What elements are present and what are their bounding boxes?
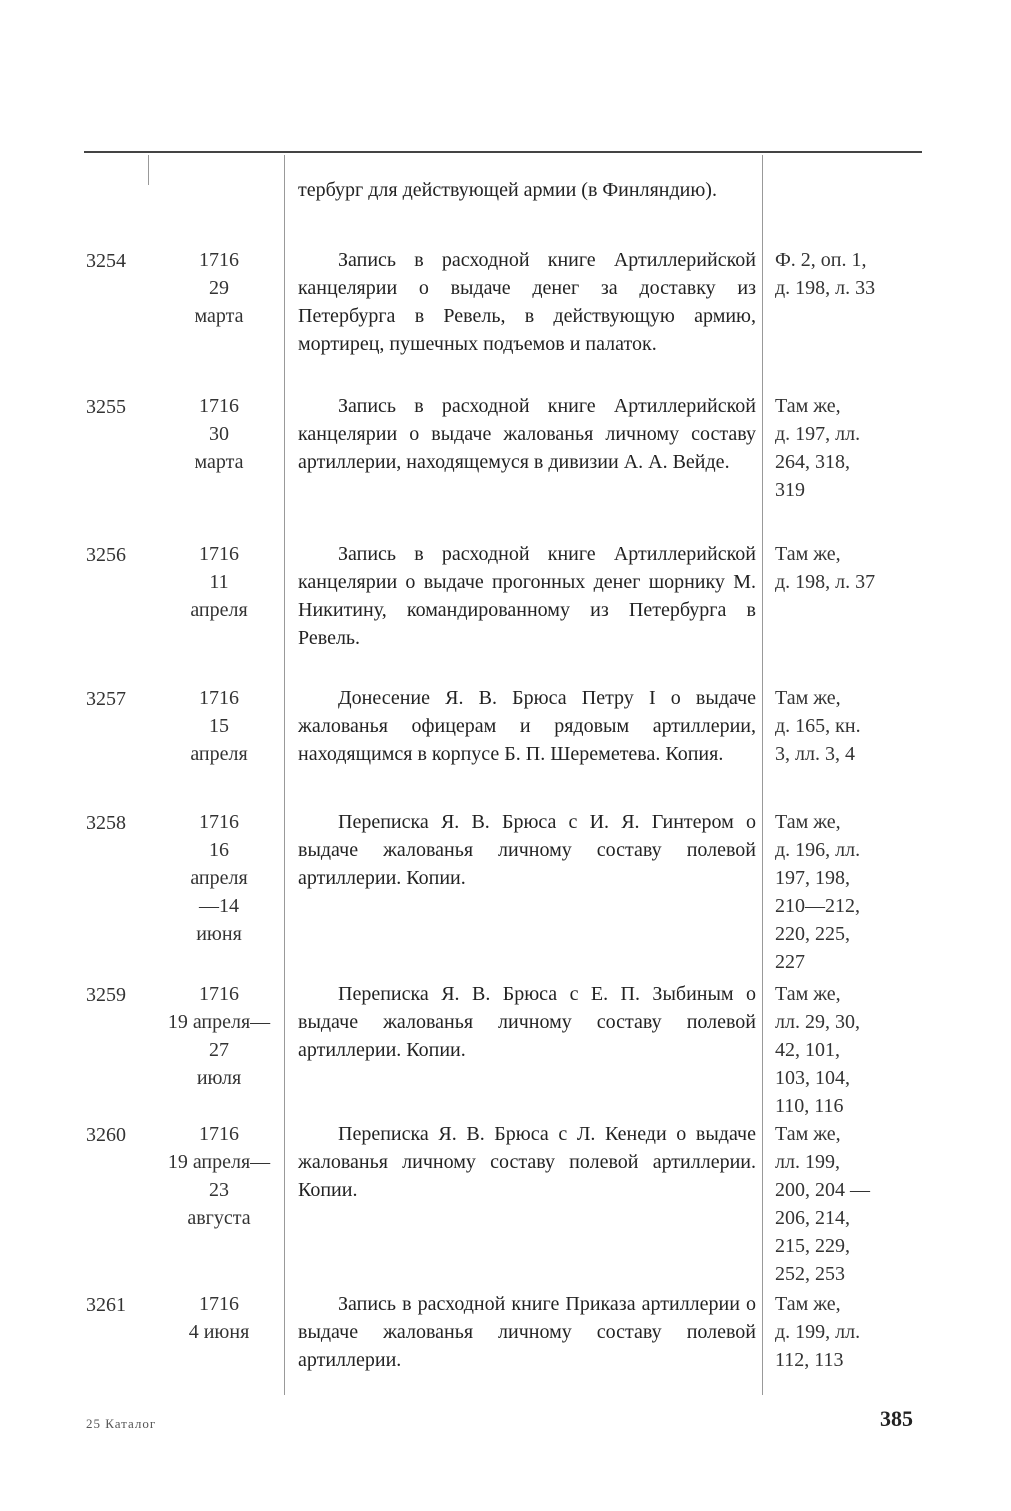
top-rule	[84, 151, 922, 153]
entry-reference: Ф. 2, оп. 1, д. 198, л. 33	[775, 249, 876, 299]
entry-number: 3258	[86, 812, 126, 834]
column-divider-3	[762, 155, 763, 1395]
entry-reference: Там же, д. 198, л. 37	[775, 543, 876, 593]
entry-reference: Там же, д. 196, лл. 197, 198, 210—212, 220, 225, 227	[775, 811, 861, 973]
entry-date: 1716 16 апреля —14 июня	[190, 811, 248, 945]
entry-date: 1716 4 июня	[188, 1293, 250, 1343]
entry-date: 1716 19 апреля—23 августа	[167, 1123, 271, 1229]
entry-reference: Там же, д. 197, лл. 264, 318, 319	[775, 395, 861, 501]
footer-signature: 25 Каталог	[86, 1416, 157, 1431]
entry-number: 3254	[86, 250, 126, 272]
entry-number: 3260	[86, 1124, 126, 1146]
column-divider-2	[284, 155, 285, 1395]
entry-reference: Там же, д. 165, кн. 3, лл. 3, 4	[775, 687, 861, 765]
entry-description: Переписка Я. В. Брюса с Е. П. Зыбиным о выдаче жалованья личному составу полевой артиллерии. Копии.	[298, 983, 756, 1061]
entry-date: 1716 15 апреля	[190, 687, 248, 765]
entry-date: 1716 30 марта	[194, 395, 244, 473]
entry-description: Донесение Я. В. Брюса Петру I о выдаче жалованья офицерам и рядовым артиллерии, находящимся в корпусе Б. П. Шереметева. Копия.	[298, 687, 756, 765]
entry-date: 1716 29 марта	[194, 249, 244, 327]
entry-description: Переписка Я. В. Брюса с И. Я. Гинтером о выдаче жалованья личному составу полевой артиллерии. Копии.	[298, 811, 756, 889]
entry-description: Переписка Я. В. Брюса с Л. Кенеди о выдаче жалованья личному составу полевой артиллерии. Копии.	[298, 1123, 756, 1201]
entry-reference: Там же, лл. 199, 200, 204 — 206, 214, 215, 229, 252, 253	[775, 1123, 870, 1285]
entry-date: 1716 11 апреля	[190, 543, 248, 621]
entry-number: 3256	[86, 544, 126, 566]
page-number: 385	[880, 1406, 913, 1431]
entry-number: 3259	[86, 984, 126, 1006]
entry-number: 3257	[86, 688, 126, 710]
entry-description: Запись в расходной книге Артиллерийской канцелярии о выдаче денег за доставку из Петербурга в Ревель, в действующую армию, мортирец, пушечных подъемов и палаток.	[298, 249, 756, 355]
entry-number: 3255	[86, 396, 126, 418]
entry-description: Запись в расходной книге Артиллерийской канцелярии о выдаче прогонных денег шорнику М. Никитину, командированному из Петербурга в Ревель.	[298, 543, 756, 649]
entry-description: Запись в расходной книге Приказа артиллерии о выдаче жалованья личному составу полевой артиллерии.	[298, 1293, 756, 1371]
column-divider-1	[148, 155, 149, 185]
entry-date: 1716 19 апреля—27 июля	[167, 983, 271, 1089]
entry-number: 3261	[86, 1294, 126, 1316]
entry-description: тербург для действующей армии (в Финляндию).	[298, 179, 717, 201]
entry-reference: Там же, лл. 29, 30, 42, 101, 103, 104, 110, 116	[775, 983, 860, 1117]
entry-description: Запись в расходной книге Артиллерийской канцелярии о выдаче жалованья личному составу артиллерии, находящемуся в дивизии А. А. Вейде.	[298, 395, 756, 473]
entry-reference: Там же, д. 199, лл. 112, 113	[775, 1293, 861, 1371]
